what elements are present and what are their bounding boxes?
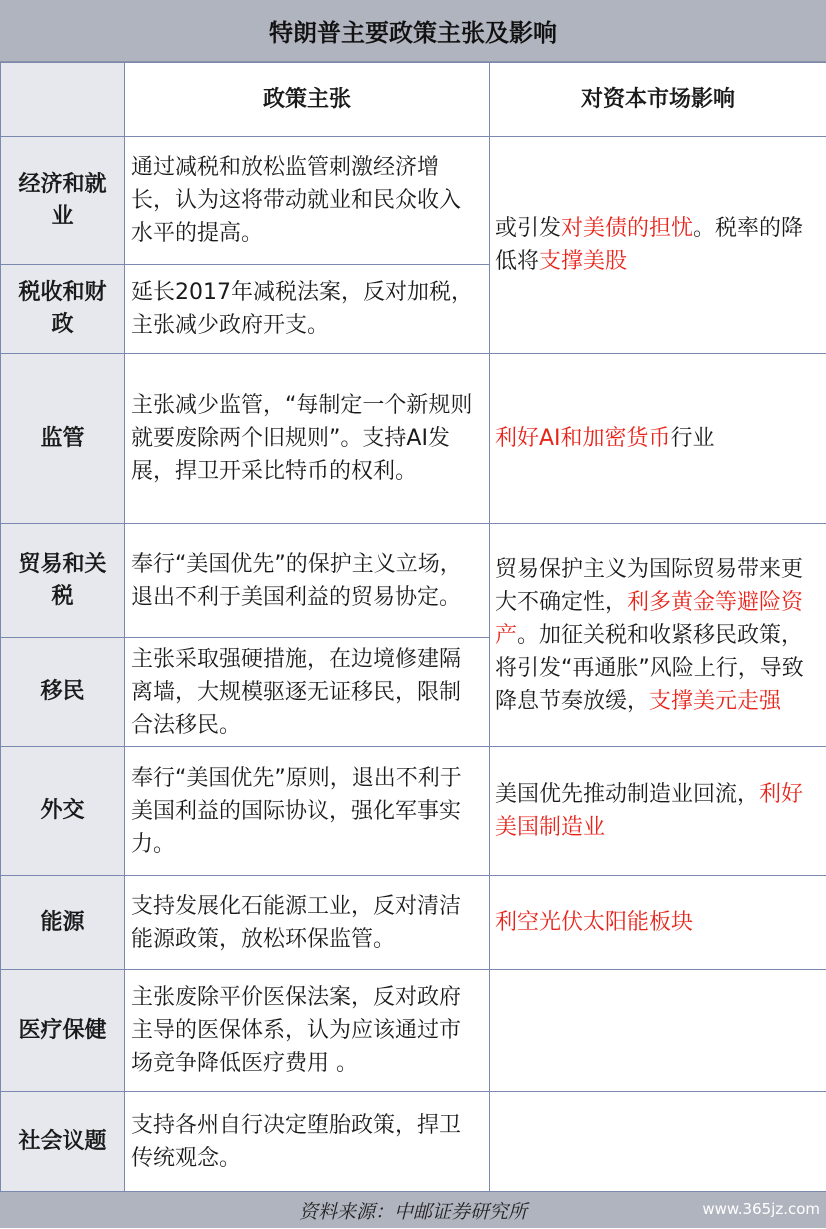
- row-header-regulation: 监管: [1, 354, 125, 524]
- row-header-economy: 经济和就业: [1, 137, 125, 265]
- impact-highlight: 利好美国制造业: [495, 782, 803, 840]
- row-header-immigration: 移民: [1, 638, 125, 747]
- row-header-energy: 能源: [1, 876, 125, 970]
- footer-bar: [0, 1191, 826, 1228]
- impact-text: 行业: [671, 426, 715, 451]
- impact-text: 或引发: [495, 216, 561, 241]
- impact-text: 。加征关税和收紧移民政策，将引发“再通胀”风险上行，导致降息节奏放缓，: [495, 623, 804, 714]
- column-header-impact: 对资本市场影响: [490, 63, 826, 137]
- policy-table: [0, 62, 826, 1192]
- row-header-trade: 贸易和关税: [1, 524, 125, 638]
- table-header-row: [1, 63, 826, 137]
- impact-cell-trade-immigration: [490, 524, 826, 747]
- row-header-tax: 税收和财政: [1, 265, 125, 354]
- policy-cell-regulation: 主张减少监管，“每制定一个新规则就要废除两个旧规则”。支持AI发展，捍卫开采比特币的权利。: [125, 354, 490, 524]
- table-row: [1, 747, 826, 876]
- policy-cell-healthcare: 主张废除平价医保法案，反对政府主导的医保体系，认为应该通过市场竞争降低医疗费用 。: [125, 970, 490, 1092]
- policy-cell-trade: 奉行“美国优先”的保护主义立场，退出不利于美国利益的贸易协定。: [125, 524, 490, 638]
- row-header-healthcare: 医疗保健: [1, 970, 125, 1092]
- impact-text: 。税率的降低将: [495, 216, 803, 274]
- row-header-social: 社会议题: [1, 1092, 125, 1192]
- impact-cell-regulation: [490, 354, 826, 524]
- impact-cell-economy-tax: [490, 137, 826, 354]
- watermark: www.365jz.com: [702, 1200, 820, 1218]
- impact-cell-diplomacy: [490, 747, 826, 876]
- policy-cell-energy: 支持发展化石能源工业，反对清洁能源政策，放松环保监管。: [125, 876, 490, 970]
- impact-highlight: 利空光伏太阳能板块: [495, 910, 693, 935]
- impact-text: 贸易保护主义为国际贸易带来更大不确定性，: [495, 557, 803, 615]
- impact-highlight: 支撑美股: [539, 249, 627, 274]
- impact-highlight: 利好AI和加密货币: [495, 426, 671, 451]
- policy-cell-tax: 延长2017年减税法案，反对加税，主张减少政府开支。: [125, 265, 490, 354]
- corner-cell: [1, 63, 125, 137]
- table-row: [1, 970, 826, 1092]
- table-row: [1, 876, 826, 970]
- impact-highlight: 支撑美元走强: [649, 689, 781, 714]
- row-header-diplomacy: 外交: [1, 747, 125, 876]
- impact-cell-energy: [490, 876, 826, 970]
- impact-highlight: 对美债的担忧: [561, 216, 693, 241]
- policy-cell-immigration: 主张采取强硬措施，在边境修建隔离墙，大规模驱逐无证移民，限制合法移民。: [125, 638, 490, 747]
- table-row: [1, 524, 826, 638]
- policy-cell-economy: 通过减税和放松监管刺激经济增长，认为这将带动就业和民众收入水平的提高。: [125, 137, 490, 265]
- impact-highlight: 利多黄金等避险资产: [495, 590, 803, 648]
- column-header-policy: 政策主张: [125, 63, 490, 137]
- policy-cell-social: 支持各州自行决定堕胎政策，捍卫传统观念。: [125, 1092, 490, 1192]
- table-row: [1, 1092, 826, 1192]
- impact-cell-healthcare: [490, 970, 826, 1092]
- table-row: [1, 137, 826, 265]
- impact-text: 美国优先推动制造业回流，: [495, 782, 759, 807]
- source-note: 资料来源：中邮证券研究所: [0, 1192, 826, 1229]
- impact-cell-social: [490, 1092, 826, 1192]
- table-row: [1, 354, 826, 524]
- page-title: 特朗普主要政策主张及影响: [0, 0, 826, 62]
- policy-cell-diplomacy: 奉行“美国优先”原则，退出不利于美国利益的国际协议，强化军事实力。: [125, 747, 490, 876]
